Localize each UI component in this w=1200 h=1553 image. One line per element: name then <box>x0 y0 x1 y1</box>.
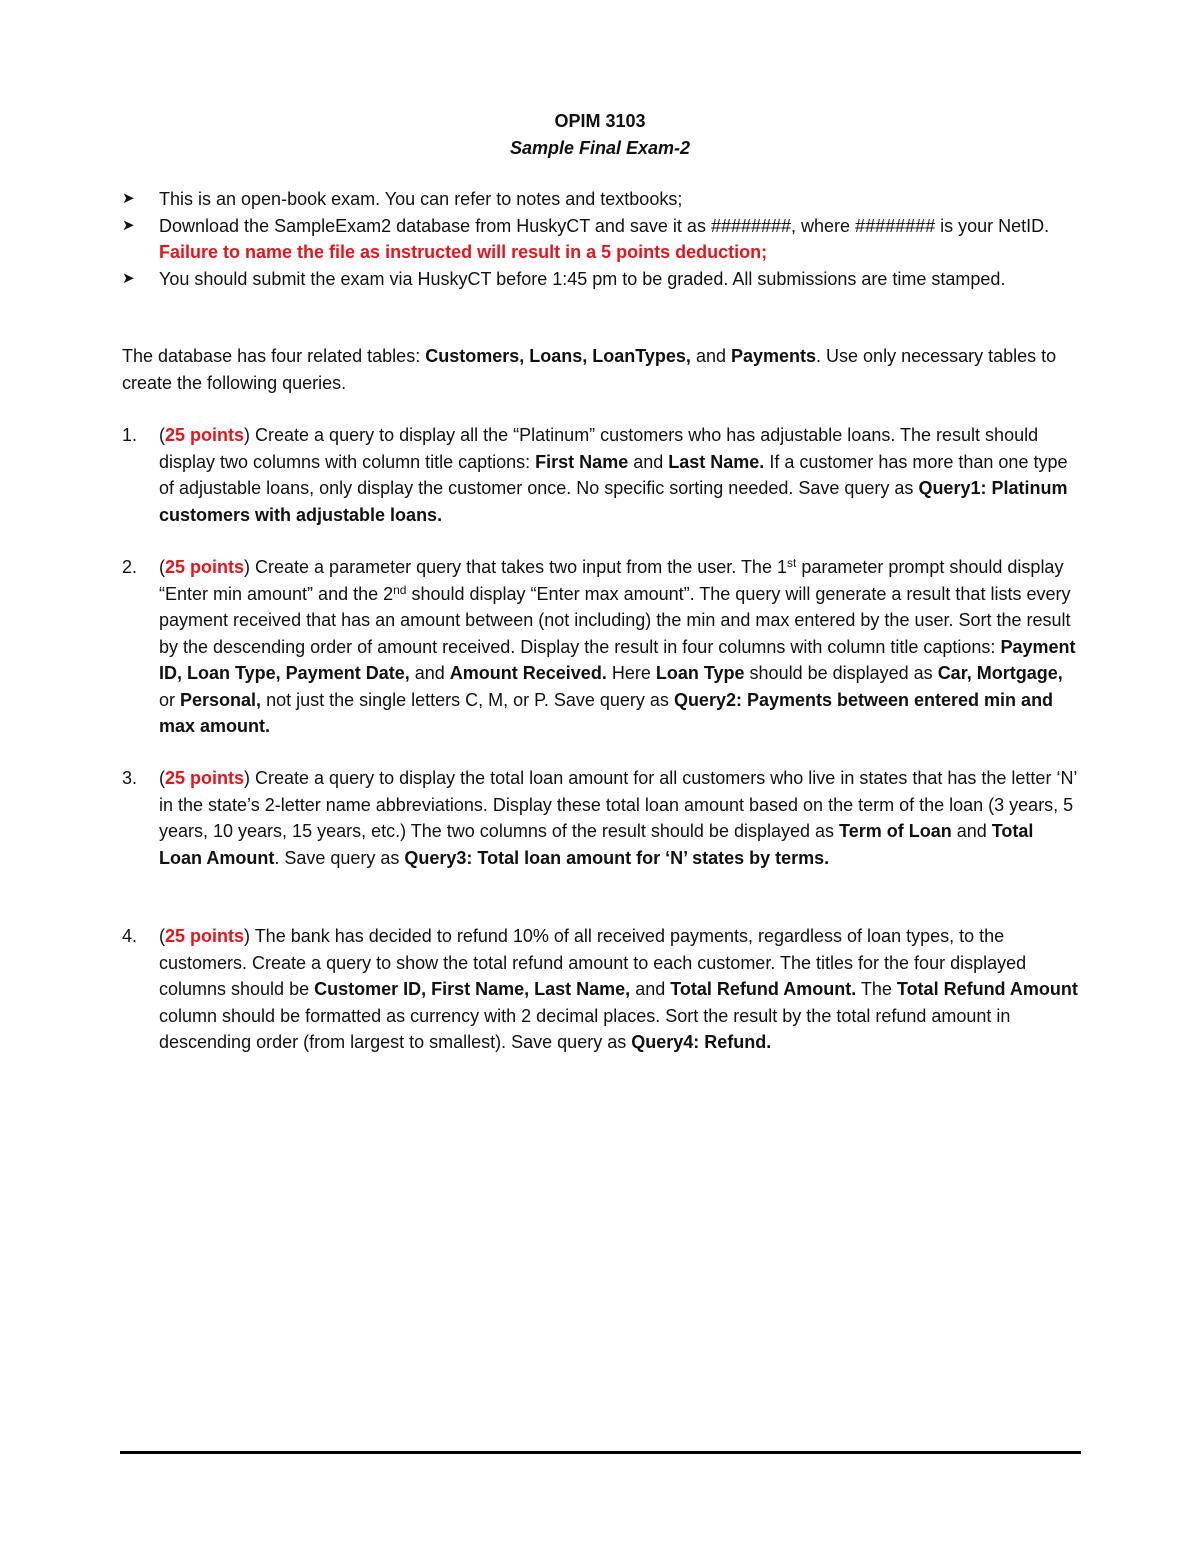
emphasis: Customer ID, First Name, Last Name, <box>314 979 631 999</box>
question-number: 2. <box>122 557 138 577</box>
intro-paragraph <box>122 343 1072 396</box>
query-name: Query2: Payments between entered min and max amount. <box>159 689 1054 736</box>
question-text: and <box>409 663 450 683</box>
question-text: column should be formatted as currency with 2 decimal places. Sort the result by the total refund amount in descending order (from largest to smallest). Save query as <box>159 1005 1011 1052</box>
points-open: ( <box>159 768 165 788</box>
question-text: . Save query as <box>274 847 405 868</box>
ordinal-suffix: st <box>786 556 797 570</box>
emphasis: Amount Received. <box>449 663 607 683</box>
points-close: ) <box>244 926 251 946</box>
query-name: Query3: Total loan amount for ‘N’ states by terms. <box>404 847 830 868</box>
question-text: should display “Enter max amount”. The query will generate a result that lists every payment received that has an amount between (not including) the min and max entered by the user. Sort the result by the descending order of amount received. Display the result in four columns with column title captions: <box>159 583 1071 657</box>
table-name-payments: Payments <box>730 346 817 366</box>
arrow-bullet-icon: ➤ <box>122 269 135 287</box>
points-close: ) <box>244 768 251 788</box>
emphasis: Car, Mortgage, <box>937 663 1063 683</box>
emphasis: Loan Type <box>655 663 745 683</box>
instruction-text: Download the SampleExam2 database from HuskyCT and save it as ########, where ######## is your NetID. <box>159 215 1050 236</box>
instruction-item <box>122 266 1072 293</box>
question-3 <box>122 765 1078 871</box>
question-number: 3. <box>122 768 138 788</box>
question-4 <box>122 923 1078 1056</box>
points-label: 25 points <box>165 768 245 788</box>
emphasis: First Name <box>535 451 629 472</box>
instruction-text: You should submit the exam via HuskyCT before 1:45 pm to be graded. All submissions are time stamped. <box>159 268 1006 289</box>
question-text: If a customer has more than one type of adjustable loans, only display the customer once. No specific sorting needed. Save query as <box>159 451 1068 498</box>
query-name: Query4: Refund. <box>631 1032 772 1052</box>
arrow-bullet-icon: ➤ <box>122 190 135 207</box>
question-text: and <box>628 451 669 472</box>
question-text: should be displayed as <box>744 663 938 683</box>
question-text: and <box>951 821 992 841</box>
question-text: The bank has decided to refund 10% of all received payments, regardless of loan types, to the customers. Create a query to show the total refund amount to each customer. The titles for the four displayed columns should be <box>159 926 1027 999</box>
question-1 <box>122 422 1078 528</box>
instructions-list <box>122 186 1072 292</box>
query-name: Query1: Platinum customers with adjustable loans. <box>159 478 1068 525</box>
deduction-warning: Failure to name the file as instructed will result in a 5 points deduction; <box>159 242 768 262</box>
points-open: ( <box>159 425 165 445</box>
title-block <box>0 108 1200 162</box>
ordinal-suffix: nd <box>393 582 407 597</box>
question-number: 4. <box>122 926 138 946</box>
question-text: or <box>159 689 181 710</box>
points-label: 25 points <box>165 557 245 577</box>
footer-divider <box>120 1451 1081 1454</box>
intro-text: The database has four related tables: <box>122 346 426 366</box>
question-text: Create a parameter query that takes two input from the user. The 1 <box>250 557 787 577</box>
arrow-bullet-icon: ➤ <box>122 216 135 234</box>
emphasis: Payment ID, Loan Type, Payment Date, <box>159 636 1076 683</box>
question-text: Here <box>606 663 656 683</box>
points-open: ( <box>159 557 165 577</box>
emphasis: Personal, <box>180 689 262 710</box>
points-close: ) <box>244 557 251 577</box>
intro-text: . Use only necessary tables to create the following queries. <box>122 346 1057 393</box>
course-title: OPIM 3103 <box>554 111 646 131</box>
table-names: Customers, Loans, LoanTypes, <box>425 346 691 366</box>
question-text: parameter prompt should display “Enter min amount” and the 2 <box>159 557 1064 604</box>
question-number: 1. <box>122 425 138 445</box>
points-label: 25 points <box>165 425 245 445</box>
question-text: The <box>856 979 897 999</box>
question-text: and <box>630 979 671 999</box>
question-2 <box>122 554 1078 740</box>
emphasis: Last Name. <box>668 451 765 472</box>
emphasis: Total Refund Amount. <box>670 979 857 999</box>
emphasis: Total Refund Amount <box>896 979 1078 999</box>
question-text: Create a query to display all the “Platinum” customers who has adjustable loans. The result should display two columns with column title captions: <box>159 425 1039 472</box>
points-close: ) <box>244 425 251 445</box>
emphasis: Total Loan Amount <box>159 821 1034 868</box>
question-text: Create a query to display the total loan amount for all customers who live in states that has the letter ‘N’ in the state’s 2-letter name abbreviations. Display these total loan amount based on the term of the loan (3 years, 5 years, 10 years, 15 years, etc.) The two columns of the result should be displayed as <box>159 768 1077 841</box>
instruction-text: This is an open-book exam. You can refer to notes and textbooks; <box>159 189 683 209</box>
instruction-item <box>122 186 1072 213</box>
intro-text: and <box>690 346 731 366</box>
points-label: 25 points <box>165 926 245 946</box>
question-text: not just the single letters C, M, or P. Save query as <box>261 689 674 710</box>
points-open: ( <box>159 926 165 946</box>
exam-title: Sample Final Exam-2 <box>509 138 691 158</box>
instruction-item <box>122 213 1072 266</box>
emphasis: Term of Loan <box>839 821 952 841</box>
